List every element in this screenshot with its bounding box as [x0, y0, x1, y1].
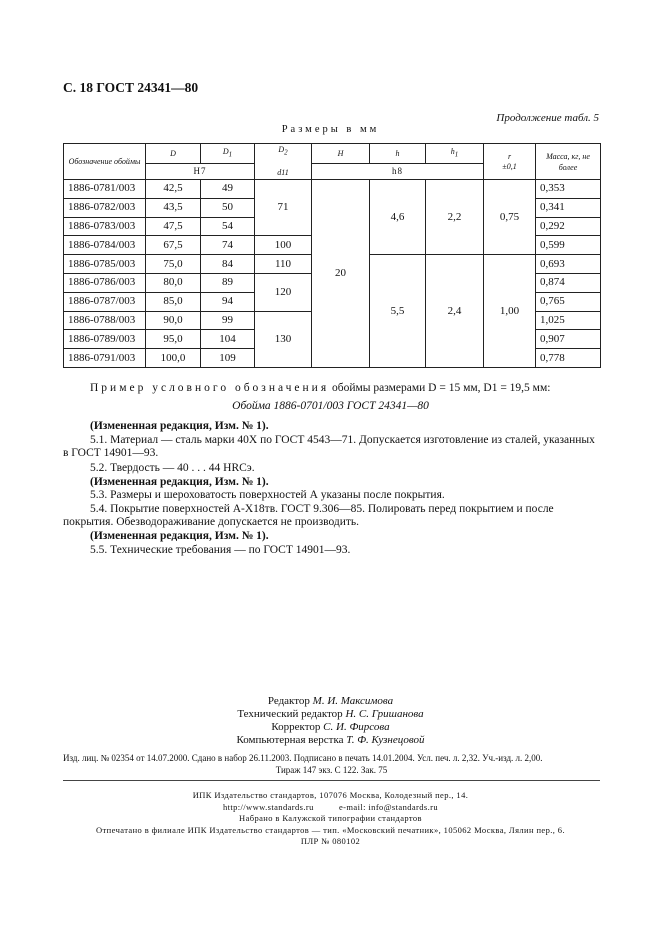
cell-d2: 100: [255, 236, 312, 255]
cell-r: 0,75: [484, 180, 536, 255]
imprint-line-2: Тираж 147 экз. С 122. Зак. 75: [275, 765, 388, 775]
credit-name: С. И. Фирсова: [323, 721, 390, 733]
cell-d1: 89: [201, 273, 255, 292]
divider: [63, 780, 600, 781]
credits-corrector: [0, 721, 661, 734]
cell-mass: 0,874: [536, 273, 601, 292]
footer-line-2: http://www.standards.ru e-mail: info@standards.ru: [222, 801, 439, 812]
cell-d1: 49: [201, 180, 255, 199]
cell-d1: 54: [201, 217, 255, 236]
credit-name: Н. С. Гришанова: [345, 708, 424, 720]
example-line: [90, 382, 550, 394]
cell-d1: 84: [201, 255, 255, 274]
footer-line-1: ИПК Издательство стандартов, 107076 Москва, Колодезный пер., 14.: [192, 790, 469, 800]
table-row-name: 1886-0789/003: [64, 330, 146, 349]
cell-d1: 94: [201, 292, 255, 311]
table-row-name: 1886-0787/003: [64, 292, 146, 311]
dimensions-table: [63, 143, 601, 368]
footer-line-3: Набрано в Калужской типографии стандартов: [239, 813, 422, 823]
example-designation: Обойма 1886-0701/003 ГОСТ 24341—80: [232, 400, 429, 412]
header-h-big: H: [312, 144, 370, 164]
credit-name: Т. Ф. Кузнецовой: [346, 734, 425, 746]
header-r-tol: ±0,1: [502, 161, 517, 171]
header-d2: $D_2$ d11: [255, 144, 312, 180]
credit-label: Корректор: [271, 721, 321, 733]
cell-mass: 0,765: [536, 292, 601, 311]
cell-r: 1,00: [484, 255, 536, 368]
cell-d: 47,5: [146, 217, 201, 236]
header-d: D: [146, 144, 201, 164]
cell-d1: 50: [201, 198, 255, 217]
paragraph-5-4: 5.4. Покрытие поверхностей А-Х18тв. ГОСТ 9.306—85. Полировать перед покрытием и после покрытия. Обезводораживание допускается не производить.: [63, 503, 554, 528]
cell-d1: 74: [201, 236, 255, 255]
header-r-label: r: [507, 151, 512, 161]
cell-mass: 1,025: [536, 311, 601, 330]
table-row-name: 1886-0784/003: [64, 236, 146, 255]
cell-mass: 0,292: [536, 217, 601, 236]
edit-note-1: (Измененная редакция, Изм. № 1).: [90, 420, 269, 432]
cell-mass: 0,353: [536, 180, 601, 199]
cell-mass: 0,907: [536, 330, 601, 349]
cell-d: 90,0: [146, 311, 201, 330]
table-row-name: 1886-0788/003: [64, 311, 146, 330]
cell-d: 67,5: [146, 236, 201, 255]
cell-d: 85,0: [146, 292, 201, 311]
credit-label: Технический редактор: [237, 708, 343, 720]
cell-d1: 109: [201, 349, 255, 368]
credits-tech-editor: [0, 708, 661, 721]
edit-note-3: (Измененная редакция, Изм. № 1).: [90, 530, 269, 542]
header-mass: Масса, кг, не более: [536, 144, 601, 180]
tol-h7: H7: [146, 164, 255, 180]
cell-d: 100,0: [146, 349, 201, 368]
header-h: h: [370, 144, 426, 164]
cell-h: 4,6: [370, 180, 426, 255]
header-r: [484, 144, 536, 180]
cell-mass: 0,341: [536, 198, 601, 217]
table-row-name: 1886-0791/003: [64, 349, 146, 368]
header-name: Обозначение обоймы: [64, 144, 146, 180]
paragraph-5-2: 5.2. Твердость — 40 . . . 44 HRCэ.: [90, 462, 255, 474]
footer: [0, 790, 661, 848]
cell-mass: 0,778: [536, 349, 601, 368]
cell-h1: 2,2: [426, 180, 484, 255]
tol-d11: d11: [277, 167, 289, 177]
credits-layout: [0, 734, 661, 747]
tol-h8: h8: [312, 164, 484, 180]
cell-d: 95,0: [146, 330, 201, 349]
example-rest: обоймы размерами D = 15 мм, D1 = 19,5 мм:: [332, 382, 551, 394]
cell-d1: 99: [201, 311, 255, 330]
cell-d2: 130: [255, 311, 312, 367]
footer-line-4: Отпечатано в филиале ИПК Издательство стандартов — тип. «Московский печатник», 105062 Москва, Лялин пер., 6.: [96, 824, 565, 835]
example-label: Пример условного обозначения: [90, 382, 330, 394]
cell-d2: 71: [255, 180, 312, 236]
table-units: Размеры в мм: [281, 124, 380, 135]
cell-d2: 120: [255, 273, 312, 311]
header-h1: $h_1$: [426, 144, 484, 164]
cell-h-big: 20: [312, 180, 370, 368]
cell-mass: 0,599: [536, 236, 601, 255]
cell-mass: 0,693: [536, 255, 601, 274]
cell-d1: 104: [201, 330, 255, 349]
credit-label: Редактор: [267, 695, 310, 707]
table-row-name: 1886-0781/003: [64, 180, 146, 199]
cell-d2: 110: [255, 255, 312, 274]
paragraph-5-3: 5.3. Размеры и шероховатость поверхностей А указаны после покрытия.: [90, 489, 445, 501]
table-continuation: Продолжение табл. 5: [496, 112, 599, 124]
paragraph-5-1: 5.1. Материал — сталь марки 40Х по ГОСТ 4543—71. Допускается изготовление из сталей, указанных в ГОСТ 14901—93.: [63, 434, 595, 459]
table-row-name: 1886-0785/003: [64, 255, 146, 274]
credit-label: Компьютерная верстка: [236, 734, 344, 746]
table-row-name: 1886-0782/003: [64, 198, 146, 217]
cell-d: 42,5: [146, 180, 201, 199]
table-row-name: 1886-0786/003: [64, 273, 146, 292]
cell-h1: 2,4: [426, 255, 484, 368]
cell-d: 80,0: [146, 273, 201, 292]
cell-h: 5,5: [370, 255, 426, 368]
paragraph-5-5: 5.5. Технические требования — по ГОСТ 14901—93.: [90, 544, 351, 556]
edit-note-2: (Измененная редакция, Изм. № 1).: [90, 476, 269, 488]
header-d1: $D_1$: [201, 144, 255, 164]
credits-editor: [0, 695, 661, 708]
imprint-line-1: Изд. лиц. № 02354 от 14.07.2000. Сдано в набор 26.11.2003. Подписано в печать 14.01.2004. Усл. печ. л. 2,32. Уч.-изд. л. 2,00.: [63, 753, 543, 763]
cell-d: 43,5: [146, 198, 201, 217]
table-row-name: 1886-0783/003: [64, 217, 146, 236]
cell-d: 75,0: [146, 255, 201, 274]
credit-name: М. И. Максимова: [312, 695, 394, 707]
footer-line-5: ПЛР № 080102: [300, 836, 361, 846]
imprint: [63, 752, 600, 776]
page-header: С. 18 ГОСТ 24341—80: [63, 80, 199, 95]
